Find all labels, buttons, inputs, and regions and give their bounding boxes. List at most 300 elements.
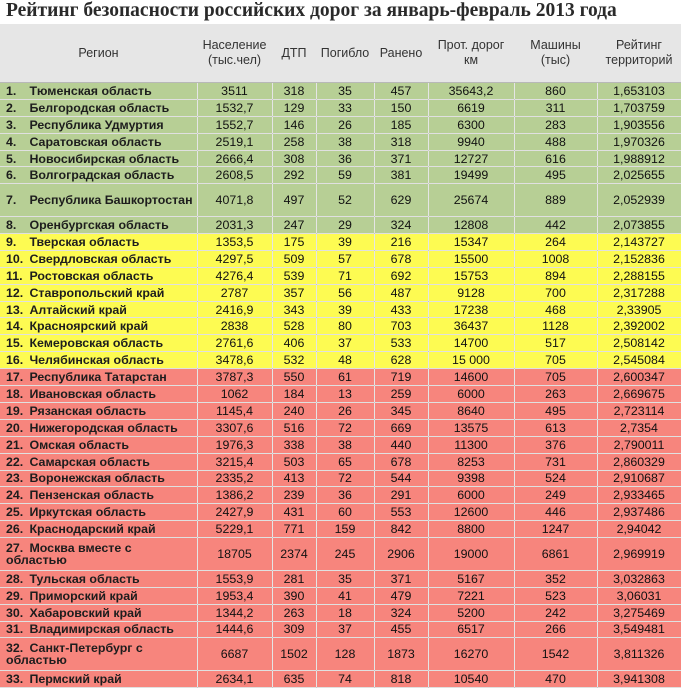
- rank-number: 26.: [6, 522, 24, 537]
- injured-cell: 479: [374, 587, 428, 604]
- rating-cell: 2,860329: [597, 453, 681, 470]
- cars-cell: 6861: [514, 538, 597, 571]
- injured-cell: 678: [374, 250, 428, 267]
- region-cell: [0, 99, 197, 116]
- killed-cell: 26: [316, 116, 374, 133]
- killed-cell: 38: [316, 133, 374, 150]
- cars-cell: 263: [514, 386, 597, 403]
- cars-cell: 495: [514, 402, 597, 419]
- roads-cell: 6619: [428, 99, 514, 116]
- region-name: Омская область: [29, 437, 130, 452]
- population-cell: 18705: [197, 538, 272, 571]
- dtp-cell: 431: [272, 504, 316, 521]
- population-cell: 1552,7: [197, 116, 272, 133]
- killed-cell: 39: [316, 234, 374, 251]
- table-row: [0, 284, 681, 301]
- cars-cell: 264: [514, 234, 597, 251]
- region-cell: [0, 150, 197, 167]
- roads-cell: 6517: [428, 621, 514, 638]
- roads-cell: 9128: [428, 284, 514, 301]
- injured-cell: 553: [374, 504, 428, 521]
- rating-cell: 2,790011: [597, 436, 681, 453]
- injured-cell: 457: [374, 83, 428, 100]
- cars-cell: 860: [514, 83, 597, 100]
- killed-cell: 72: [316, 419, 374, 436]
- dtp-cell: 247: [272, 217, 316, 234]
- killed-cell: 57: [316, 250, 374, 267]
- region-name: Тверская область: [29, 234, 140, 249]
- dtp-cell: 635: [272, 671, 316, 688]
- population-cell: 1353,5: [197, 234, 272, 251]
- table-row: [0, 83, 681, 100]
- injured-cell: 371: [374, 150, 428, 167]
- table-row: [0, 671, 681, 688]
- rating-cell: 1,970326: [597, 133, 681, 150]
- injured-cell: 291: [374, 487, 428, 504]
- rating-cell: 2,7354: [597, 419, 681, 436]
- killed-cell: 159: [316, 521, 374, 538]
- table-row: [0, 521, 681, 538]
- population-cell: 1553,9: [197, 570, 272, 587]
- rating-cell: 2,669675: [597, 386, 681, 403]
- table-row: [0, 150, 681, 167]
- killed-cell: 29: [316, 217, 374, 234]
- population-cell: 2838: [197, 318, 272, 335]
- dtp-cell: 338: [272, 436, 316, 453]
- region-name: Иркутская область: [29, 505, 146, 520]
- dtp-cell: 406: [272, 335, 316, 352]
- killed-cell: 65: [316, 453, 374, 470]
- dtp-cell: 2374: [272, 538, 316, 571]
- cars-cell: 700: [514, 284, 597, 301]
- region-name: Ивановская область: [29, 386, 156, 401]
- cars-cell: 242: [514, 604, 597, 621]
- region-cell: [0, 604, 197, 621]
- region-name: Пензенская область: [29, 488, 155, 503]
- region-name: Республика Удмуртия: [29, 117, 164, 132]
- injured-cell: 381: [374, 167, 428, 184]
- rating-cell: 3,811326: [597, 638, 681, 671]
- population-cell: 4297,5: [197, 250, 272, 267]
- dtp-cell: 390: [272, 587, 316, 604]
- rating-cell: 2,025655: [597, 167, 681, 184]
- cars-cell: 352: [514, 570, 597, 587]
- roads-cell: 6000: [428, 386, 514, 403]
- injured-cell: 455: [374, 621, 428, 638]
- roads-cell: 13575: [428, 419, 514, 436]
- table-row: [0, 504, 681, 521]
- region-cell: [0, 487, 197, 504]
- cars-cell: 517: [514, 335, 597, 352]
- rating-cell: 2,910687: [597, 470, 681, 487]
- region-name: Кемеровская область: [29, 336, 164, 351]
- rank-number: 17.: [6, 370, 24, 385]
- injured-cell: 185: [374, 116, 428, 133]
- dtp-cell: 516: [272, 419, 316, 436]
- dtp-cell: 292: [272, 167, 316, 184]
- cars-cell: 524: [514, 470, 597, 487]
- cars-cell: 468: [514, 301, 597, 318]
- region-name: Ростовская область: [29, 268, 154, 283]
- population-cell: 6687: [197, 638, 272, 671]
- roads-cell: 5200: [428, 604, 514, 621]
- cars-cell: 1008: [514, 250, 597, 267]
- injured-cell: 628: [374, 352, 428, 369]
- population-cell: 2335,2: [197, 470, 272, 487]
- injured-cell: 703: [374, 318, 428, 335]
- roads-cell: 8640: [428, 402, 514, 419]
- region-cell: [0, 538, 197, 571]
- rank-number: 30.: [6, 605, 24, 620]
- rating-cell: 3,06031: [597, 587, 681, 604]
- killed-cell: 59: [316, 167, 374, 184]
- dtp-cell: 239: [272, 487, 316, 504]
- rank-number: 10.: [6, 251, 24, 266]
- roads-cell: 25674: [428, 184, 514, 217]
- dtp-cell: 509: [272, 250, 316, 267]
- rank-number: 2.: [6, 100, 17, 115]
- region-name: Республика Башкортостан: [29, 193, 193, 208]
- table-row: [0, 470, 681, 487]
- cars-cell: 488: [514, 133, 597, 150]
- roads-cell: 15753: [428, 267, 514, 284]
- killed-cell: 33: [316, 99, 374, 116]
- region-name: Владимирская область: [29, 622, 174, 637]
- population-cell: 1532,7: [197, 99, 272, 116]
- table-row: [0, 335, 681, 352]
- rank-number: 14.: [6, 319, 24, 334]
- rank-number: 19.: [6, 403, 24, 418]
- dtp-cell: 550: [272, 369, 316, 386]
- region-name: Свердловская область: [29, 251, 172, 266]
- dtp-cell: 281: [272, 570, 316, 587]
- rating-cell: 3,032863: [597, 570, 681, 587]
- table-row: [0, 217, 681, 234]
- dtp-cell: 318: [272, 83, 316, 100]
- injured-cell: 324: [374, 217, 428, 234]
- roads-cell: 16270: [428, 638, 514, 671]
- killed-cell: 80: [316, 318, 374, 335]
- table-row: [0, 116, 681, 133]
- dtp-cell: 240: [272, 402, 316, 419]
- roads-cell: 36437: [428, 318, 514, 335]
- table-row: [0, 369, 681, 386]
- cars-cell: 446: [514, 504, 597, 521]
- roads-cell: 14600: [428, 369, 514, 386]
- region-cell: [0, 267, 197, 284]
- rank-number: 9.: [6, 234, 17, 249]
- injured-cell: 2906: [374, 538, 428, 571]
- roads-cell: 8800: [428, 521, 514, 538]
- table-row: [0, 386, 681, 403]
- rating-cell: 2,723114: [597, 402, 681, 419]
- injured-cell: 259: [374, 386, 428, 403]
- rank-number: 22.: [6, 454, 24, 469]
- roads-cell: 35643,2: [428, 83, 514, 100]
- injured-cell: 345: [374, 402, 428, 419]
- killed-cell: 56: [316, 284, 374, 301]
- killed-cell: 37: [316, 621, 374, 638]
- injured-cell: 669: [374, 419, 428, 436]
- roads-cell: 9940: [428, 133, 514, 150]
- dtp-cell: 129: [272, 99, 316, 116]
- injured-cell: 440: [374, 436, 428, 453]
- injured-cell: 719: [374, 369, 428, 386]
- header-rating: Рейтинг территорий: [597, 24, 681, 83]
- table-row: [0, 301, 681, 318]
- roads-cell: 5167: [428, 570, 514, 587]
- table-row: [0, 538, 681, 571]
- killed-cell: 41: [316, 587, 374, 604]
- roads-cell: 8253: [428, 453, 514, 470]
- rating-cell: 2,508142: [597, 335, 681, 352]
- killed-cell: 36: [316, 150, 374, 167]
- region-cell: [0, 116, 197, 133]
- injured-cell: 629: [374, 184, 428, 217]
- rank-number: 25.: [6, 505, 24, 520]
- region-cell: [0, 436, 197, 453]
- cars-cell: 705: [514, 352, 597, 369]
- region-cell: [0, 83, 197, 100]
- region-name: Самарская область: [29, 454, 150, 469]
- region-name: Санкт-Петербург с областью: [6, 641, 143, 668]
- killed-cell: 39: [316, 301, 374, 318]
- rating-cell: 2,969919: [597, 538, 681, 571]
- roads-cell: 19000: [428, 538, 514, 571]
- population-cell: 3787,3: [197, 369, 272, 386]
- rating-cell: 2,545084: [597, 352, 681, 369]
- roads-cell: 7221: [428, 587, 514, 604]
- region-name: Республика Татарстан: [29, 370, 167, 385]
- table-header-row: [0, 24, 681, 83]
- population-cell: 3478,6: [197, 352, 272, 369]
- rank-number: 16.: [6, 353, 24, 368]
- rank-number: 31.: [6, 622, 24, 637]
- region-name: Краснодарский край: [29, 522, 156, 537]
- table-row: [0, 267, 681, 284]
- population-cell: 1145,4: [197, 402, 272, 419]
- killed-cell: 48: [316, 352, 374, 369]
- dtp-cell: 184: [272, 386, 316, 403]
- rating-cell: 1,903556: [597, 116, 681, 133]
- cars-cell: 1542: [514, 638, 597, 671]
- cars-cell: 894: [514, 267, 597, 284]
- region-cell: [0, 453, 197, 470]
- dtp-cell: 539: [272, 267, 316, 284]
- injured-cell: 433: [374, 301, 428, 318]
- region-cell: [0, 318, 197, 335]
- killed-cell: 71: [316, 267, 374, 284]
- region-cell: [0, 352, 197, 369]
- table-row: [0, 352, 681, 369]
- region-name: Белгородская область: [29, 100, 170, 115]
- region-name: Воронежская область: [29, 471, 165, 486]
- table-row: [0, 318, 681, 335]
- region-name: Приморский край: [29, 588, 138, 603]
- population-cell: 2761,6: [197, 335, 272, 352]
- roads-cell: 6000: [428, 487, 514, 504]
- dtp-cell: 357: [272, 284, 316, 301]
- cars-cell: 613: [514, 419, 597, 436]
- region-cell: [0, 335, 197, 352]
- cars-cell: 495: [514, 167, 597, 184]
- population-cell: 1976,3: [197, 436, 272, 453]
- roads-cell: 12600: [428, 504, 514, 521]
- rank-number: 21.: [6, 437, 24, 452]
- dtp-cell: 146: [272, 116, 316, 133]
- dtp-cell: 263: [272, 604, 316, 621]
- rank-number: 18.: [6, 386, 24, 401]
- cars-cell: 705: [514, 369, 597, 386]
- rating-cell: 2,052939: [597, 184, 681, 217]
- table-row: [0, 133, 681, 150]
- cars-cell: 283: [514, 116, 597, 133]
- injured-cell: 533: [374, 335, 428, 352]
- rank-number: 20.: [6, 420, 24, 435]
- table-row: [0, 250, 681, 267]
- roads-cell: 15347: [428, 234, 514, 251]
- killed-cell: 37: [316, 335, 374, 352]
- region-name: Пермский край: [29, 672, 122, 687]
- population-cell: 2427,9: [197, 504, 272, 521]
- cars-cell: 523: [514, 587, 597, 604]
- population-cell: 2787: [197, 284, 272, 301]
- region-cell: [0, 133, 197, 150]
- killed-cell: 13: [316, 386, 374, 403]
- cars-cell: 616: [514, 150, 597, 167]
- region-name: Красноярский край: [29, 319, 149, 334]
- dtp-cell: 175: [272, 234, 316, 251]
- dtp-cell: 309: [272, 621, 316, 638]
- dtp-cell: 413: [272, 470, 316, 487]
- rating-cell: 3,549481: [597, 621, 681, 638]
- rank-number: 6.: [6, 168, 17, 183]
- killed-cell: 38: [316, 436, 374, 453]
- region-name: Челябинская область: [29, 353, 164, 368]
- table-row: [0, 436, 681, 453]
- cars-cell: 442: [514, 217, 597, 234]
- rank-number: 1.: [6, 83, 17, 98]
- table-row: [0, 419, 681, 436]
- roads-cell: 17238: [428, 301, 514, 318]
- region-name: Нижегородская область: [29, 420, 178, 435]
- rank-number: 13.: [6, 302, 24, 317]
- population-cell: 1953,4: [197, 587, 272, 604]
- roads-cell: 12808: [428, 217, 514, 234]
- injured-cell: 318: [374, 133, 428, 150]
- cars-cell: 249: [514, 487, 597, 504]
- region-name: Алтайский край: [29, 302, 127, 317]
- dtp-cell: 771: [272, 521, 316, 538]
- cars-cell: 311: [514, 99, 597, 116]
- region-cell: [0, 250, 197, 267]
- region-cell: [0, 386, 197, 403]
- dtp-cell: 343: [272, 301, 316, 318]
- injured-cell: 371: [374, 570, 428, 587]
- injured-cell: 487: [374, 284, 428, 301]
- rank-number: 32.: [6, 641, 24, 656]
- region-name: Волгоградская область: [29, 168, 175, 183]
- killed-cell: 245: [316, 538, 374, 571]
- roads-cell: 9398: [428, 470, 514, 487]
- region-cell: [0, 402, 197, 419]
- table-row: [0, 487, 681, 504]
- rating-cell: 3,941308: [597, 671, 681, 688]
- dtp-cell: 528: [272, 318, 316, 335]
- rank-number: 27.: [6, 540, 24, 555]
- region-cell: [0, 570, 197, 587]
- region-name: Москва вместе с областью: [6, 540, 132, 567]
- rating-cell: 2,317288: [597, 284, 681, 301]
- rank-number: 23.: [6, 471, 24, 486]
- table-row: [0, 184, 681, 217]
- population-cell: 4071,8: [197, 184, 272, 217]
- dtp-cell: 532: [272, 352, 316, 369]
- header-killed: Погибло: [316, 24, 374, 83]
- killed-cell: 128: [316, 638, 374, 671]
- roads-cell: 15 000: [428, 352, 514, 369]
- region-cell: [0, 301, 197, 318]
- header-dtp: ДТП: [272, 24, 316, 83]
- population-cell: 3511: [197, 83, 272, 100]
- header-roads: Прот. дорог км: [428, 24, 514, 83]
- roads-cell: 15500: [428, 250, 514, 267]
- rank-number: 7.: [6, 193, 17, 208]
- killed-cell: 74: [316, 671, 374, 688]
- rank-number: 5.: [6, 151, 17, 166]
- rating-cell: 2,933465: [597, 487, 681, 504]
- injured-cell: 842: [374, 521, 428, 538]
- region-name: Оренбургская область: [29, 218, 169, 233]
- killed-cell: 35: [316, 570, 374, 587]
- dtp-cell: 503: [272, 453, 316, 470]
- region-name: Саратовская область: [29, 134, 162, 149]
- header-population: Население (тыс.чел): [197, 24, 272, 83]
- population-cell: 3215,4: [197, 453, 272, 470]
- region-cell: [0, 587, 197, 604]
- dtp-cell: 497: [272, 184, 316, 217]
- population-cell: 2031,3: [197, 217, 272, 234]
- injured-cell: 692: [374, 267, 428, 284]
- region-name: Хабаровский край: [29, 605, 142, 620]
- table-row: [0, 604, 681, 621]
- region-cell: [0, 369, 197, 386]
- cars-cell: 731: [514, 453, 597, 470]
- killed-cell: 35: [316, 83, 374, 100]
- rating-cell: 2,073855: [597, 217, 681, 234]
- rank-number: 29.: [6, 588, 24, 603]
- rating-cell: 2,937486: [597, 504, 681, 521]
- table-row: [0, 167, 681, 184]
- cars-cell: 266: [514, 621, 597, 638]
- killed-cell: 61: [316, 369, 374, 386]
- table-row: [0, 402, 681, 419]
- roads-cell: 10540: [428, 671, 514, 688]
- killed-cell: 72: [316, 470, 374, 487]
- region-cell: [0, 419, 197, 436]
- killed-cell: 52: [316, 184, 374, 217]
- rating-cell: 1,703759: [597, 99, 681, 116]
- table-row: [0, 621, 681, 638]
- killed-cell: 26: [316, 402, 374, 419]
- killed-cell: 60: [316, 504, 374, 521]
- roads-cell: 19499: [428, 167, 514, 184]
- region-cell: [0, 284, 197, 301]
- rank-number: 33.: [6, 672, 24, 687]
- region-name: Ставропольский край: [29, 285, 165, 300]
- population-cell: 2416,9: [197, 301, 272, 318]
- cars-cell: 1128: [514, 318, 597, 335]
